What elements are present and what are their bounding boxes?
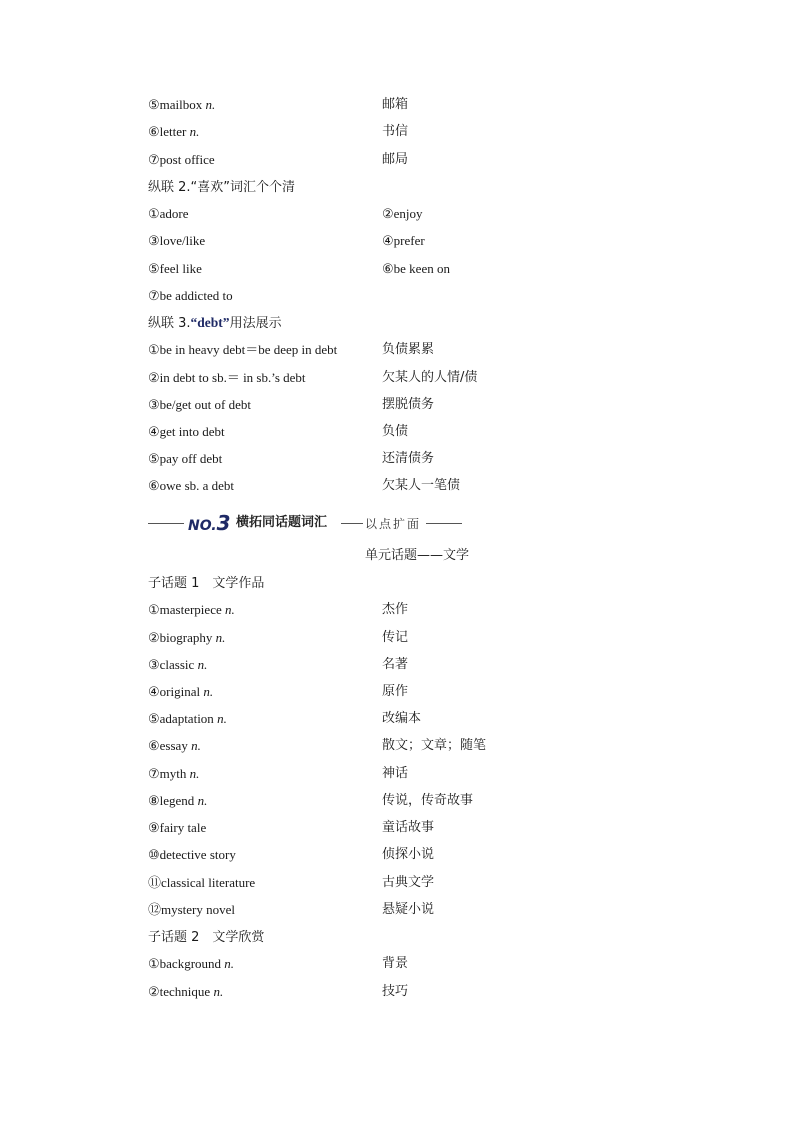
highlighted-word: “debt” — [190, 315, 230, 330]
vocab-term: ③classic — [148, 657, 195, 672]
vocab-term: ③be/get out of debt — [148, 397, 251, 412]
vocab-term: ⑩detective story — [148, 847, 236, 862]
banner-rule-right — [426, 523, 462, 524]
section-heading: 纵联 2.“喜欢”词汇个个清 — [148, 180, 296, 195]
vocab-term: ⑫mystery novel — [148, 902, 236, 917]
vocab-term: ④prefer — [382, 233, 425, 248]
vocab-meaning: 摆脱债务 — [382, 397, 435, 412]
vocab-term: ①adore — [148, 206, 189, 221]
vocab-meaning: 散文；文章；随笔 — [382, 738, 487, 753]
vocab-meaning: 悬疑小说 — [382, 902, 435, 917]
vocab-term: ⑨fairy tale — [148, 820, 207, 835]
vocab-term: ⑤mailbox — [148, 97, 203, 112]
vocab-term: ②technique — [148, 984, 211, 999]
vocab-meaning: 邮箱 — [382, 97, 409, 112]
vocab-meaning: 传说，传奇故事 — [382, 793, 474, 808]
vocab-meaning: 神话 — [382, 766, 409, 781]
subtopic-heading: 子话题 2 文学欣赏 — [148, 930, 265, 945]
subtopic-heading: 子话题 1 文学作品 — [148, 576, 265, 591]
vocab-term: ⑤feel like — [148, 261, 202, 276]
part-of-speech: n. — [213, 984, 224, 999]
vocab-term: ⑦post office — [148, 152, 215, 167]
vocab-meaning: 负债累累 — [382, 342, 435, 357]
vocab-meaning: 童话故事 — [382, 820, 435, 835]
part-of-speech: n. — [224, 956, 235, 971]
vocab-term: ⑦myth — [148, 766, 187, 781]
vocab-meaning: 古典文学 — [382, 875, 435, 890]
vocab-meaning: 还清债务 — [382, 451, 435, 466]
vocab-term: ⑥be keen on — [382, 261, 450, 276]
vocab-term: ⑤pay off debt — [148, 451, 223, 466]
banner-number: NO.3 — [188, 511, 231, 535]
banner-subtitle: 以点扩面 — [365, 517, 422, 531]
vocab-term: ⑥owe sb. a debt — [148, 478, 235, 493]
vocab-term: ⑥letter — [148, 124, 187, 139]
part-of-speech: n. — [205, 97, 216, 112]
vocab-term: ⑪classical literature — [148, 875, 256, 890]
vocab-meaning: 欠某人一笔债 — [382, 478, 461, 493]
vocab-term: ⑥essay — [148, 738, 188, 753]
vocab-term: ②in debt to sb.＝ in sb.’s debt — [148, 370, 306, 385]
vocab-term: ②enjoy — [382, 206, 423, 221]
vocab-term: ④original — [148, 684, 201, 699]
part-of-speech: n. — [215, 630, 226, 645]
section-heading: 纵联 3.“debt”用法展示 — [148, 315, 282, 331]
vocab-meaning: 杰作 — [382, 602, 409, 617]
vocab-term: ⑧legend — [148, 793, 195, 808]
vocab-term: ③love/like — [148, 233, 206, 248]
vocab-meaning: 原作 — [382, 684, 409, 699]
vocab-meaning: 技巧 — [382, 984, 409, 999]
part-of-speech: n. — [191, 738, 201, 753]
vocab-meaning: 名著 — [382, 657, 409, 672]
banner-title: 横拓同话题词汇 — [236, 515, 328, 530]
part-of-speech: n. — [197, 657, 208, 672]
vocab-term: ①be in heavy debt＝be deep in debt — [148, 342, 338, 357]
vocab-meaning: 负债 — [382, 424, 409, 439]
vocab-meaning: 背景 — [382, 956, 409, 971]
vocab-meaning: 传记 — [382, 630, 409, 645]
section-banner — [148, 511, 468, 535]
vocab-meaning: 侦探小说 — [382, 847, 435, 862]
part-of-speech: n. — [189, 124, 200, 139]
vocab-term: ⑦be addicted to — [148, 288, 233, 303]
vocab-term: ①background — [148, 956, 222, 971]
vocab-term: ①masterpiece — [148, 602, 222, 617]
banner-rule-mid — [341, 523, 363, 524]
part-of-speech: n. — [224, 602, 235, 617]
vocab-term: ④get into debt — [148, 424, 225, 439]
part-of-speech: n. — [197, 793, 208, 808]
banner-rule-left — [148, 523, 184, 524]
vocab-meaning: 邮局 — [382, 152, 409, 167]
vocab-meaning: 欠某人的人情/债 — [382, 370, 478, 385]
part-of-speech: n. — [203, 684, 214, 699]
vocab-meaning: 改编本 — [382, 711, 422, 726]
part-of-speech: n. — [189, 766, 200, 781]
vocab-meaning: 书信 — [382, 124, 409, 139]
vocab-term: ⑤adaptation — [148, 711, 214, 726]
unit-title: 单元话题——文学 — [364, 548, 469, 563]
part-of-speech: n. — [217, 711, 227, 726]
vocab-term: ②biography — [148, 630, 213, 645]
